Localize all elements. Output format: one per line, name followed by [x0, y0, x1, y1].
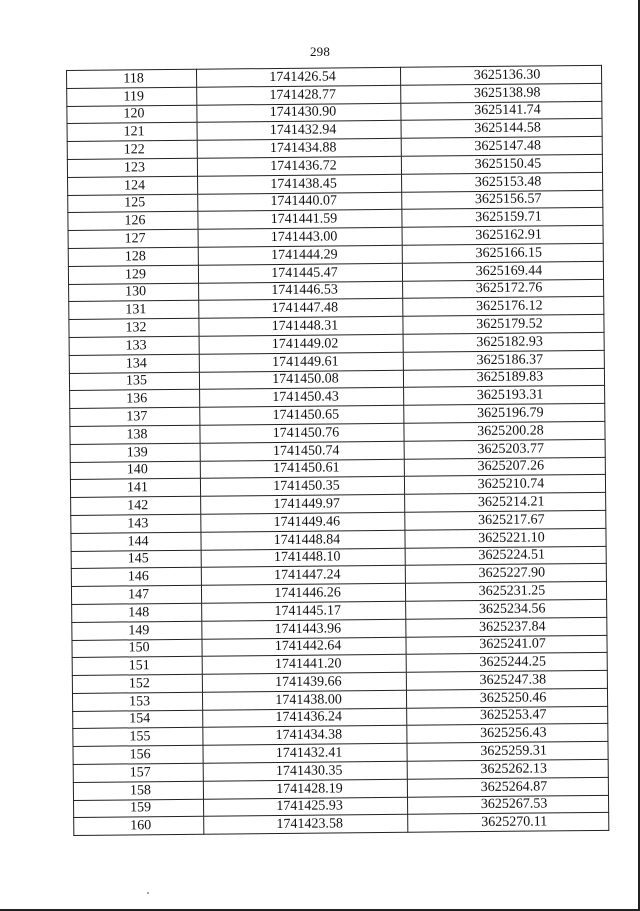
- x-coordinate-cell: 1741450.74: [200, 441, 404, 461]
- x-coordinate-cell: 1741428.19: [203, 779, 407, 799]
- y-coordinate-cell: 3625231.25: [405, 581, 606, 601]
- point-number-cell: 156: [73, 745, 203, 764]
- y-coordinate-cell: 3625247.38: [406, 670, 607, 690]
- y-coordinate-cell: 3625172.76: [403, 279, 604, 299]
- point-number-cell: 142: [71, 496, 201, 515]
- y-coordinate-cell: 3625267.53: [407, 795, 608, 815]
- point-number-cell: 120: [67, 105, 197, 124]
- point-number-cell: 139: [70, 443, 200, 462]
- x-coordinate-cell: 1741445.47: [198, 263, 402, 283]
- y-coordinate-cell: 3625136.30: [400, 65, 601, 85]
- point-number-cell: 123: [67, 158, 197, 177]
- y-coordinate-cell: 3625207.26: [404, 457, 605, 477]
- y-coordinate-cell: 3625237.84: [406, 617, 607, 637]
- x-coordinate-cell: 1741449.02: [199, 334, 403, 354]
- y-coordinate-cell: 3625200.28: [404, 421, 605, 441]
- y-coordinate-cell: 3625203.77: [404, 439, 605, 459]
- x-coordinate-cell: 1741450.43: [200, 388, 404, 408]
- x-coordinate-cell: 1741425.93: [204, 797, 408, 817]
- y-coordinate-cell: 3625147.48: [401, 137, 602, 157]
- point-number-cell: 141: [70, 479, 200, 498]
- point-number-cell: 125: [68, 194, 198, 213]
- point-number-cell: 134: [69, 354, 199, 373]
- coordinate-table: [66, 65, 609, 836]
- x-coordinate-cell: 1741450.35: [200, 477, 404, 497]
- point-number-cell: 157: [73, 763, 203, 782]
- x-coordinate-cell: 1741426.54: [196, 67, 400, 87]
- point-number-cell: 158: [73, 781, 203, 800]
- x-coordinate-cell: 1741430.35: [203, 761, 407, 781]
- y-coordinate-cell: 3625234.56: [406, 599, 607, 619]
- x-coordinate-cell: 1741439.66: [202, 672, 406, 692]
- x-coordinate-cell: 1741423.58: [204, 815, 408, 835]
- y-coordinate-cell: 3625244.25: [406, 653, 607, 673]
- x-coordinate-cell: 1741438.45: [198, 174, 402, 194]
- point-number-cell: 159: [74, 799, 204, 818]
- y-coordinate-cell: 3625182.93: [403, 332, 604, 352]
- point-number-cell: 130: [69, 283, 199, 302]
- x-coordinate-cell: 1741432.94: [197, 121, 401, 141]
- y-coordinate-cell: 3625186.37: [403, 350, 604, 370]
- x-coordinate-cell: 1741443.96: [202, 619, 406, 639]
- x-coordinate-cell: 1741448.10: [201, 548, 405, 568]
- point-number-cell: 143: [71, 514, 201, 533]
- x-coordinate-cell: 1741448.31: [199, 316, 403, 336]
- point-number-cell: 131: [69, 301, 199, 320]
- y-coordinate-cell: 3625138.98: [401, 83, 602, 103]
- page-number: 298: [309, 44, 331, 59]
- point-number-cell: 135: [69, 372, 199, 391]
- point-number-cell: 155: [73, 728, 203, 747]
- y-coordinate-cell: 3625169.44: [402, 261, 603, 281]
- scan-speck: [147, 892, 149, 894]
- x-coordinate-cell: 1741441.59: [198, 210, 402, 230]
- x-coordinate-cell: 1741446.53: [199, 281, 403, 301]
- x-coordinate-cell: 1741443.00: [198, 227, 402, 247]
- y-coordinate-cell: 3625221.10: [405, 528, 606, 548]
- y-coordinate-cell: 3625264.87: [407, 777, 608, 797]
- y-coordinate-cell: 3625162.91: [402, 226, 603, 246]
- x-coordinate-cell: 1741428.77: [197, 85, 401, 105]
- y-coordinate-cell: 3625227.90: [405, 564, 606, 584]
- y-coordinate-cell: 3625156.57: [402, 190, 603, 210]
- point-number-cell: 132: [69, 318, 199, 337]
- x-coordinate-cell: 1741434.38: [203, 726, 407, 746]
- x-coordinate-cell: 1741448.84: [201, 530, 405, 550]
- x-coordinate-cell: 1741445.17: [202, 601, 406, 621]
- x-coordinate-cell: 1741449.61: [199, 352, 403, 372]
- y-coordinate-cell: 3625159.71: [402, 208, 603, 228]
- point-number-cell: 129: [68, 265, 198, 284]
- point-number-cell: 146: [71, 568, 201, 587]
- y-coordinate-cell: 3625144.58: [401, 119, 602, 139]
- y-coordinate-cell: 3625241.07: [406, 635, 607, 655]
- point-number-cell: 154: [73, 710, 203, 729]
- y-coordinate-cell: 3625179.52: [403, 315, 604, 335]
- x-coordinate-cell: 1741450.08: [199, 370, 403, 390]
- point-number-cell: 144: [71, 532, 201, 551]
- x-coordinate-cell: 1741450.65: [200, 405, 404, 425]
- x-coordinate-cell: 1741450.61: [200, 459, 404, 479]
- y-coordinate-cell: 3625214.21: [405, 492, 606, 512]
- x-coordinate-cell: 1741441.20: [202, 655, 406, 675]
- x-coordinate-cell: 1741444.29: [198, 245, 402, 265]
- point-number-cell: 153: [72, 692, 202, 711]
- y-coordinate-cell: 3625150.45: [401, 154, 602, 174]
- y-coordinate-cell: 3625141.74: [401, 101, 602, 121]
- y-coordinate-cell: 3625262.13: [407, 759, 608, 779]
- y-coordinate-cell: 3625176.12: [403, 297, 604, 317]
- y-coordinate-cell: 3625196.79: [404, 403, 605, 423]
- point-number-cell: 136: [70, 390, 200, 409]
- x-coordinate-cell: 1741447.24: [201, 566, 405, 586]
- coordinate-table-body: [67, 65, 609, 835]
- x-coordinate-cell: 1741430.90: [197, 103, 401, 123]
- x-coordinate-cell: 1741434.88: [197, 138, 401, 158]
- point-number-cell: 128: [68, 247, 198, 266]
- point-number-cell: 145: [71, 550, 201, 569]
- x-coordinate-cell: 1741450.76: [200, 423, 404, 443]
- point-number-cell: 122: [67, 140, 197, 159]
- x-coordinate-cell: 1741432.41: [203, 744, 407, 764]
- x-coordinate-cell: 1741442.64: [202, 637, 406, 657]
- point-number-cell: 150: [72, 639, 202, 658]
- y-coordinate-cell: 3625250.46: [406, 688, 607, 708]
- point-number-cell: 149: [72, 621, 202, 640]
- y-coordinate-cell: 3625189.83: [403, 368, 604, 388]
- y-coordinate-cell: 3625210.74: [404, 475, 605, 495]
- point-number-cell: 119: [67, 87, 197, 106]
- point-number-cell: 133: [69, 336, 199, 355]
- point-number-cell: 138: [70, 425, 200, 444]
- y-coordinate-cell: 3625270.11: [408, 813, 609, 833]
- point-number-cell: 118: [67, 69, 197, 88]
- point-number-cell: 126: [68, 212, 198, 231]
- point-number-cell: 151: [72, 657, 202, 676]
- y-coordinate-cell: 3625153.48: [402, 172, 603, 192]
- x-coordinate-cell: 1741449.46: [201, 512, 405, 532]
- x-coordinate-cell: 1741449.97: [201, 494, 405, 514]
- x-coordinate-cell: 1741438.00: [202, 690, 406, 710]
- y-coordinate-cell: 3625259.31: [407, 742, 608, 762]
- point-number-cell: 140: [70, 461, 200, 480]
- y-coordinate-cell: 3625166.15: [402, 243, 603, 263]
- point-number-cell: 137: [70, 407, 200, 426]
- x-coordinate-cell: 1741436.72: [197, 156, 401, 176]
- x-coordinate-cell: 1741436.24: [203, 708, 407, 728]
- y-coordinate-cell: 3625217.67: [405, 510, 606, 530]
- point-number-cell: 160: [74, 817, 204, 836]
- point-number-cell: 147: [71, 585, 201, 604]
- y-coordinate-cell: 3625253.47: [407, 706, 608, 726]
- point-number-cell: 127: [68, 229, 198, 248]
- point-number-cell: 152: [72, 674, 202, 693]
- x-coordinate-cell: 1741440.07: [198, 192, 402, 212]
- y-coordinate-cell: 3625256.43: [407, 724, 608, 744]
- point-number-cell: 124: [68, 176, 198, 195]
- y-coordinate-cell: 3625193.31: [404, 386, 605, 406]
- x-coordinate-cell: 1741446.26: [201, 583, 405, 603]
- y-coordinate-cell: 3625224.51: [405, 546, 606, 566]
- point-number-cell: 121: [67, 123, 197, 142]
- x-coordinate-cell: 1741447.48: [199, 299, 403, 319]
- point-number-cell: 148: [72, 603, 202, 622]
